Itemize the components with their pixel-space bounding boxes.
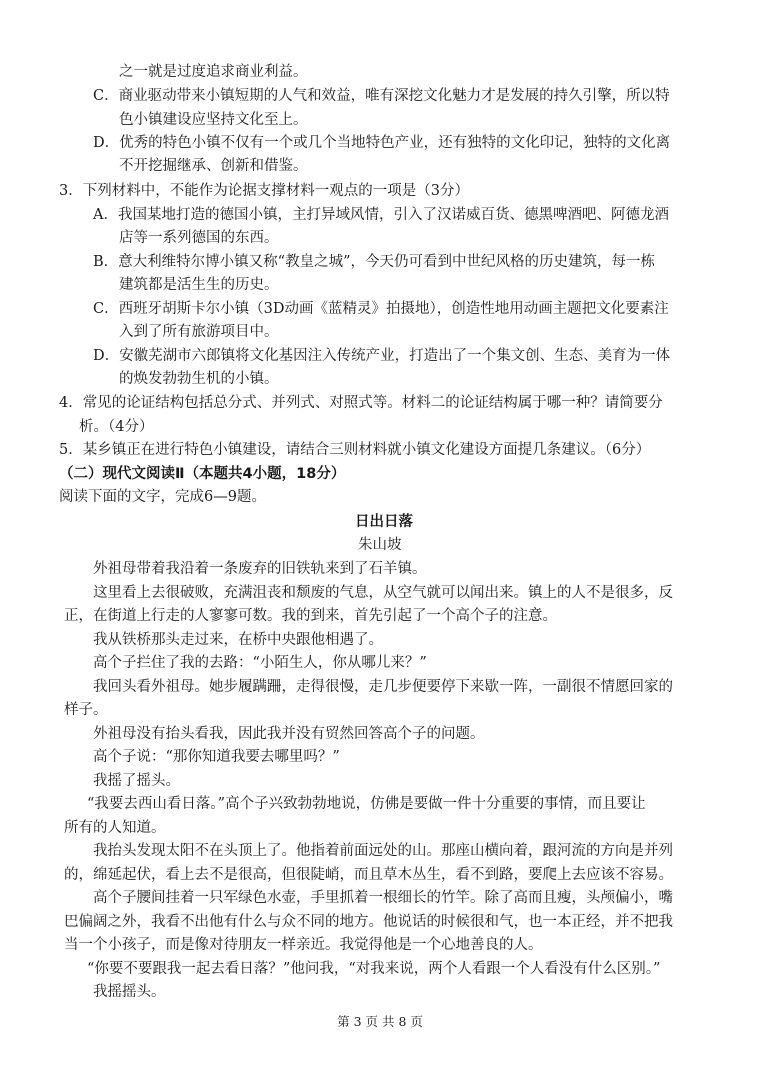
paragraph-line: 样子。 (64, 702, 108, 718)
article-title: 日出日落 (355, 514, 413, 530)
paragraph-line: 外祖母带着我沿着一条废弃的旧铁轨来到了石羊镇。 (93, 561, 427, 577)
section-heading: （二）现代文阅读Ⅱ（本题共4小题，18分） (59, 466, 346, 482)
paragraph-line: “你要不要跟我一起去看日落？”他问我，“对我来说，两个人看跟一个人看没有什么区别。” (87, 961, 661, 977)
option-b: B．意大利维特尔博小镇又称“教皇之城”，今天仍可看到中世纪风格的历史建筑，每一栋 (93, 254, 655, 270)
instruction: 阅读下面的文字，完成6—9题。 (59, 489, 266, 505)
text-line: 建筑都是活生生的历史。 (119, 277, 279, 293)
text-line: 之一就是过度追求商业利益。 (119, 64, 308, 80)
question-3: 3．下列材料中，不能作为论据支撑材料一观点的一项是（3分） (59, 183, 469, 199)
text-line: 不开挖掘继承、创新和借鉴。 (119, 158, 308, 174)
paragraph-line: 所有的人知道。 (64, 820, 166, 836)
option-d: D．优秀的特色小镇不仅有一个或几个当地特色产业，还有独特的文化印记，独特的文化离 (93, 135, 671, 151)
article-author: 朱山坡 (358, 537, 402, 553)
text-line: 色小镇建设应坚持文化至上。 (119, 112, 308, 128)
paragraph-line: 我摇摇头。 (93, 984, 166, 1000)
paragraph-line: 这里看上去很破败，充满沮丧和颓废的气息，从空气就可以闻出来。镇上的人不是很多，反 (93, 585, 673, 601)
paragraph-line: 外祖母没有抬头看我，因此我并没有贸然回答高个子的问题。 (93, 726, 485, 742)
question-5: 5．某乡镇正在进行特色小镇建设，请结合三则材料就小镇文化建设方面提几条建议。（6分） (59, 442, 651, 458)
paragraph-line: 巴偏阔之外，我看不出他有什么与众不同的地方。他说话的时候很和气，也一本正经，并不把我 (64, 914, 673, 930)
paragraph-line: 我摇了摇头。 (93, 773, 180, 789)
text-line: 入到了所有旅游项目中。 (119, 324, 279, 340)
paragraph-line: 正，在街道上行走的人寥寥可数。我的到来，首先引起了一个高个子的注意。 (64, 608, 557, 624)
option-c: C．商业驱动带来小镇短期的人气和效益，唯有深挖文化魅力才是发展的持久引擎，所以特 (93, 88, 670, 104)
paragraph-line: “我要去西山看日落。”高个子兴致勃勃地说，仿佛是要做一件十分重要的事情，而且要让 (87, 796, 646, 812)
text-line: 的焕发勃勃生机的小镇。 (119, 371, 279, 387)
paragraph-line: 我从铁桥那头走过来，在桥中央跟他相遇了。 (93, 632, 383, 648)
paragraph-line: 高个子腰间挂着一只军绿色水壶，手里抓着一根细长的竹竿。除了高而且瘦，头颅偏小，嘴 (93, 890, 673, 906)
paragraph-line: 我回头看外祖母。她步履蹒跚，走得很慢，走几步便要停下来歇一阵，一副很不情愿回家的 (93, 679, 673, 695)
page-footer: 第 3 页 共 8 页 (337, 1014, 423, 1029)
option-c: C．西班牙胡斯卡尔小镇（3D动画《蓝精灵》拍摄地），创造性地用动画主题把文化要素注 (93, 301, 669, 317)
option-a: A．我国某地打造的德国小镇，主打异域风情，引入了汉诺威百货、德黑啤酒吧、阿德龙酒 (93, 207, 669, 223)
paragraph-line: 的，绵延起伏，看上去不是很高，但很陡峭，而且草木丛生，看不到路，要爬上去应该不容易。 (64, 867, 673, 883)
option-d: D．安徽芜湖市六郎镇将文化基因注入传统产业，打造出了一个集文创、生态、美育为一体 (93, 348, 671, 364)
paragraph-line: 高个子拦住了我的去路：“小陌生人，你从哪儿来？” (93, 655, 427, 671)
paragraph-line: 我抬头发现太阳不在头顶上了。他指着前面远处的山。那座山横向着，跟河流的方向是并列 (93, 843, 673, 859)
text-line: 析。（4分） (79, 419, 154, 435)
paragraph-line: 高个子说：“那你知道我要去哪里吗？” (93, 749, 340, 765)
text-line: 店等一系列德国的东西。 (119, 230, 279, 246)
paragraph-line: 当一个小孩子，而是像对待朋友一样亲近。我觉得他是一个心地善良的人。 (64, 937, 543, 953)
question-4: 4．常见的论证结构包括总分式、并列式、对照式等。材料二的论证结构属于哪一种？请简要分 (59, 395, 663, 411)
